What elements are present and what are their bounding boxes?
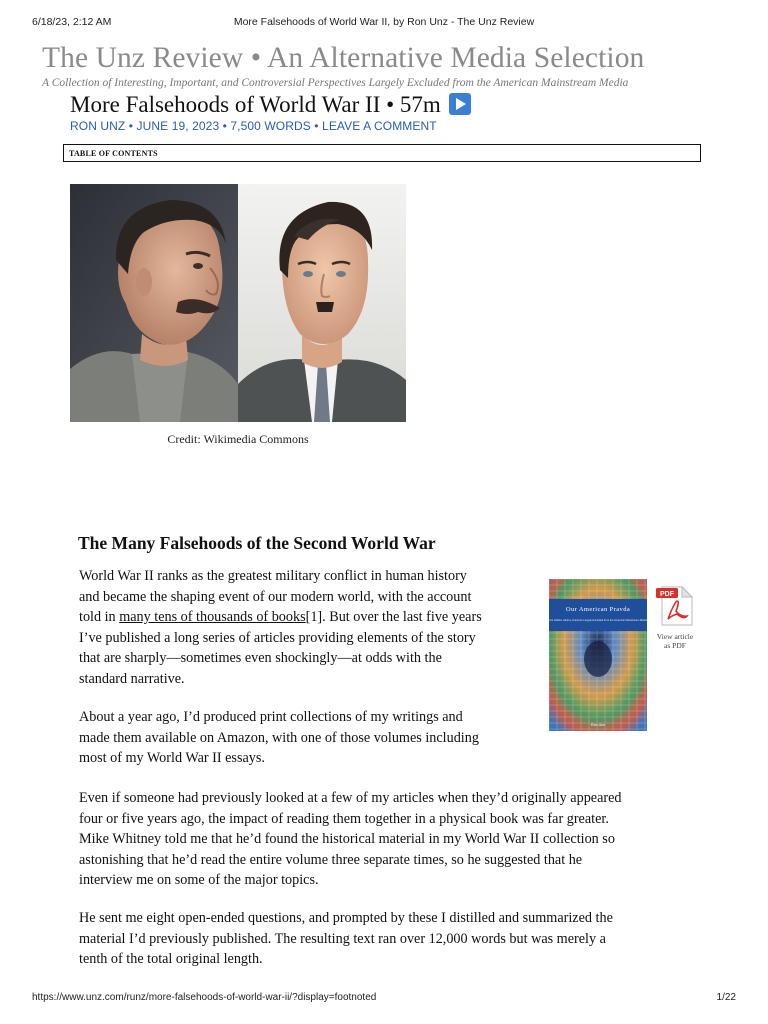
toc-label: TABLE OF CONTENTS [69, 149, 158, 158]
paragraph-line: Even if someone had previously looked at a few of my articles when they’d originally appeared [79, 790, 622, 806]
pdf-caption-line: as PDF [664, 640, 686, 650]
article-hero-image [70, 184, 406, 422]
page-indicator: 1/22 [716, 992, 736, 1003]
portrait-right-image [238, 184, 406, 422]
print-datetime: 6/18/23, 2:12 AM [32, 16, 112, 28]
print-header [32, 16, 736, 32]
leave-comment-link[interactable]: LEAVE A COMMENT [322, 119, 437, 133]
author-link[interactable]: RON UNZ [70, 119, 126, 133]
byline-separator: • [125, 119, 137, 133]
paragraph-1-line-3 [79, 607, 482, 628]
article-title [70, 92, 690, 118]
portrait-left-image [70, 184, 238, 422]
book-cover-subtitle: Our Hidden History of Events Largely Excluded from the American Mainstream Media [549, 619, 647, 622]
paragraph-1-line-6: standard narrative. [79, 670, 185, 687]
book-cover-author: Ron Unz [591, 723, 605, 727]
print-document-title: More Falsehoods of World War II, by Ron Unz - The Unz Review [233, 16, 535, 28]
article-byline [70, 119, 690, 133]
paragraph-line: Mike Whitney told me that he’d found the historical material in my World War II collection so [79, 831, 615, 847]
byline-separator: • [310, 119, 323, 133]
site-title[interactable]: The Unz Review • An Alternative Media Selection [42, 42, 645, 74]
pdf-caption [652, 633, 698, 650]
paragraph-1 [79, 566, 482, 689]
print-footer [32, 992, 736, 1008]
paragraph-line: made them available on Amazon, with one of those volumes including [79, 729, 479, 746]
paragraph-line: four or five years ago, the impact of reading them together in a physical book was far greater. [79, 810, 609, 827]
article-title-text: More Falsehoods of World War II • 57m [70, 92, 441, 117]
print-url[interactable]: https://www.unz.com/runz/more-falsehoods-of-world-war-ii/?display=footnoted [32, 992, 377, 1003]
book-cover-image[interactable] [549, 579, 647, 731]
pdf-badge: PDF [660, 591, 674, 598]
paragraph-line: About a year ago, I’d produced print collections of my writings and [79, 709, 463, 725]
article-date: JUNE 19, 2023 [136, 119, 220, 133]
books-link[interactable]: many tens of thousands of books [119, 609, 306, 625]
paragraph-line: material I’d previously published. The resulting text ran over 12,000 words but was merely a [79, 930, 606, 947]
play-icon[interactable] [449, 93, 471, 115]
image-credit: Credit: Wikimedia Commons [167, 432, 309, 446]
table-of-contents-toggle[interactable] [63, 144, 701, 162]
paragraph-1-text: [1]. But over the last five years [305, 609, 482, 625]
pdf-caption-line: View article [656, 632, 694, 641]
paragraph-1-line-1: World War II ranks as the greatest military conflict in human history [79, 568, 467, 584]
paragraph-1-text: told in [79, 609, 120, 625]
paragraph-1-line-2: and became the shaping event of our modern world, with the account [79, 588, 472, 605]
paragraph-line: He sent me eight open-ended questions, and prompted by these I distilled and summarized the [79, 910, 613, 926]
pdf-icon [654, 585, 696, 627]
paragraph-line: most of my World War II essays. [79, 750, 265, 766]
paragraph-line: interview me on some of the major topics. [79, 872, 319, 888]
paragraph-3 [79, 788, 622, 891]
paragraph-line: tenth of the total original length. [79, 951, 263, 967]
site-tagline: A Collection of Interesting, Important, and Controversial Perspectives Largely Excluded from the American Mainstream Media [42, 77, 629, 89]
book-cover-title: Our American Pravda [565, 606, 631, 613]
section-heading: The Many Falsehoods of the Second World War [78, 533, 436, 553]
paragraph-1-line-4: I’ve published a long series of articles providing elements of the story [79, 629, 476, 646]
paragraph-line: astonishing that he’d read the entire volume three separate times, so he suggested that he [79, 851, 583, 868]
paragraph-1-line-5: that are sharply—sometimes even shockingly—at odds with the [79, 650, 442, 666]
paragraph-4 [79, 908, 613, 970]
paragraph-2 [79, 707, 479, 769]
word-count: 7,500 WORDS [230, 119, 311, 133]
view-pdf-link[interactable] [652, 585, 698, 650]
byline-separator: • [219, 119, 231, 133]
